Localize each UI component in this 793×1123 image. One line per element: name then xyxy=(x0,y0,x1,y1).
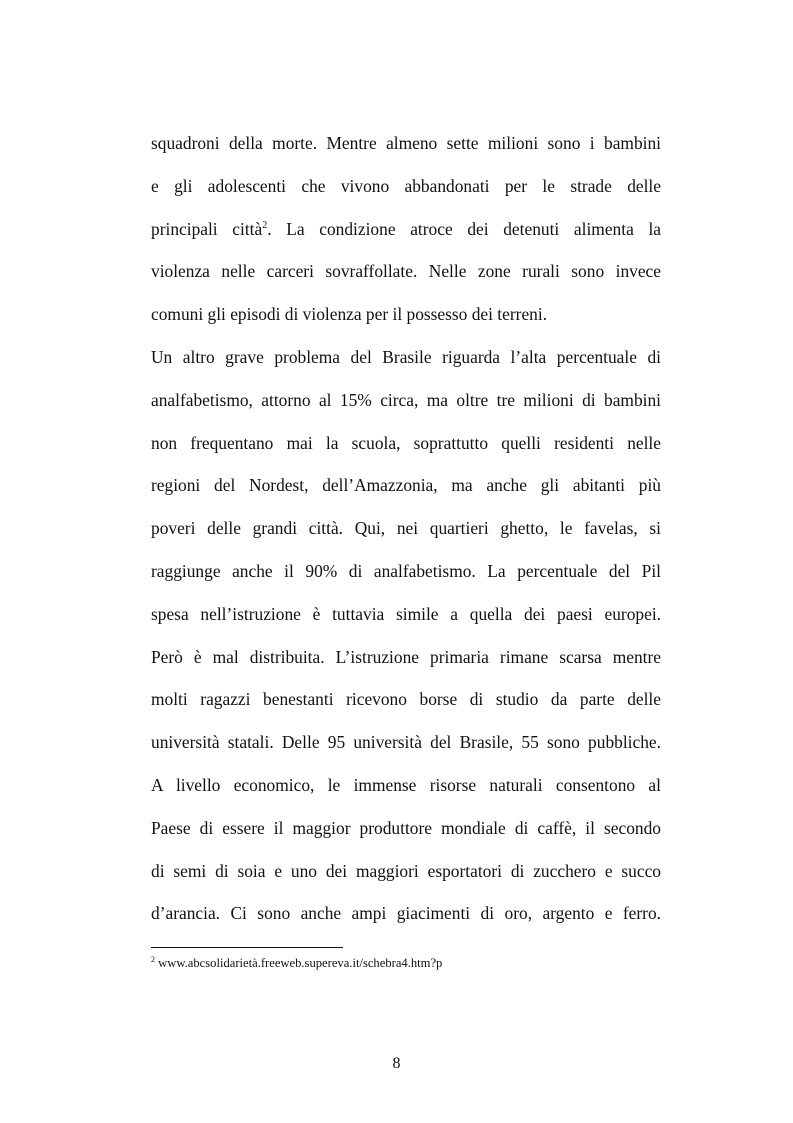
page-number: 8 xyxy=(392,1055,401,1072)
text-line: violenza nelle carceri sovraffollate. Nelle zone rurali sono invece xyxy=(151,261,661,282)
text-segment: . La condizione atroce dei detenuti alimenta la xyxy=(267,218,661,239)
text-line xyxy=(151,208,661,251)
text-line: spesa nell’istruzione è tuttavia simile a quella dei paesi europei. xyxy=(151,603,661,624)
text-line: analfabetismo, attorno al 15% circa, ma oltre tre milioni di bambini xyxy=(151,389,661,410)
text-line: comuni gli episodi di violenza per il possesso dei terreni. xyxy=(151,304,548,325)
text-line: di semi di soia e uno dei maggiori esportatori di zucchero e succo xyxy=(151,860,661,881)
text-line: Però è mal distribuita. L’istruzione primaria rimane scarsa mentre xyxy=(151,646,661,667)
text-line: Un altro grave problema del Brasile riguarda l’alta percentuale di xyxy=(151,346,661,367)
footnote-link[interactable]: www.abcsolidarietà.freeweb.supereva.it/schebra4.htm?p xyxy=(158,956,443,970)
text-line: non frequentano mai la scuola, soprattutto quelli residenti nelle xyxy=(151,432,661,453)
text-line: raggiunge anche il 90% di analfabetismo. La percentuale del Pil xyxy=(151,560,661,581)
text-line: squadroni della morte. Mentre almeno sette milioni sono i bambini xyxy=(151,133,661,153)
text-line: d’arancia. Ci sono anche ampi giacimenti di oro, argento e ferro. xyxy=(151,903,661,924)
footnote-number: 2 xyxy=(151,955,155,964)
footnote-divider xyxy=(151,947,343,948)
text-line: regioni del Nordest, dell’Amazzonia, ma anche gli abitanti più xyxy=(151,475,661,496)
text-line: università statali. Delle 95 università del Brasile, 55 sono pubbliche. xyxy=(151,732,661,753)
footnote xyxy=(151,955,442,971)
text-segment: principali città xyxy=(151,218,263,239)
body-text xyxy=(151,122,661,935)
text-line: Paese di essere il maggior produttore mondiale di caffè, il secondo xyxy=(151,817,661,838)
text-line: molti ragazzi benestanti ricevono borse di studio da parte delle xyxy=(151,689,661,710)
text-line: e gli adolescenti che vivono abbandonati per le strade delle xyxy=(151,175,661,196)
text-line: poveri delle grandi città. Qui, nei quartieri ghetto, le favelas, si xyxy=(151,518,661,539)
text-line: A livello economico, le immense risorse naturali consentono al xyxy=(151,774,661,795)
footnote-reference[interactable]: 2 xyxy=(262,219,268,231)
